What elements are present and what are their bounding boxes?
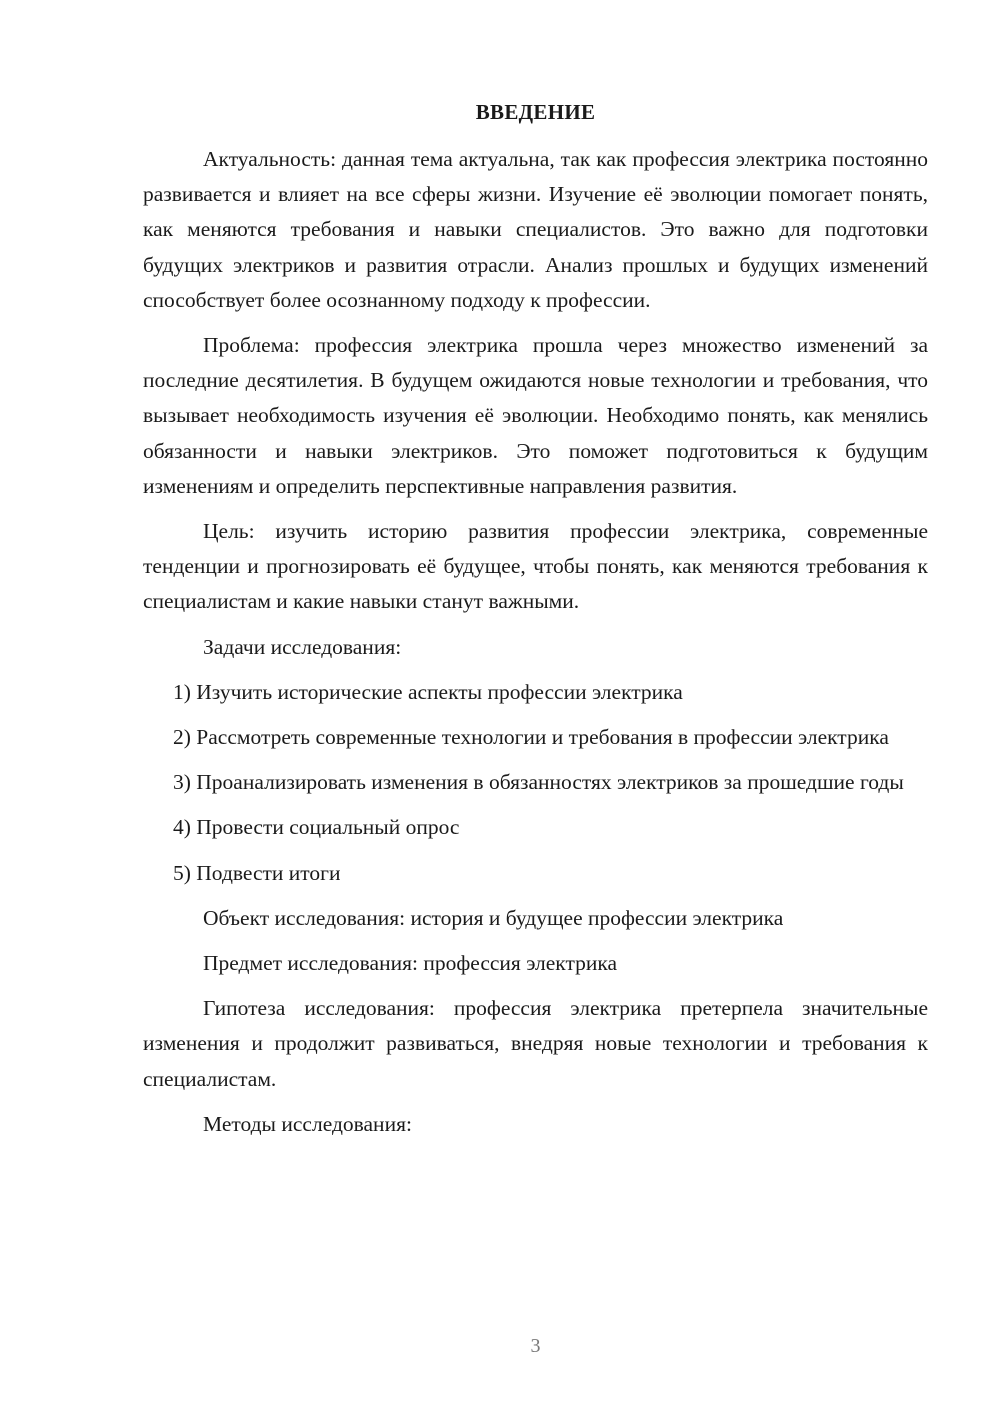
task-item: 5) Подвести итоги [173, 860, 341, 885]
object-paragraph: Объект исследования: история и будущее профессии электрика [203, 905, 784, 930]
task-item: 1) Изучить исторические аспекты профессии электрика [173, 679, 683, 704]
document-page [143, 0, 928, 1414]
relevance-paragraph: Актуальность: данная тема актуальна, так как профессия электрика постоянно развивается и влияет на все сферы жизни. Изучение её эволюции помогает понять, как меняются требования и навыки специалистов. Это важно для подготовки будущих электриков и развития отрасли. Анализ прошлых и будущих изменений способствует более осознанному подходу к профессии. [143, 147, 928, 312]
methods-heading: Методы исследования: [203, 1111, 412, 1136]
page-number: 3 [530, 1335, 541, 1357]
task-item: 3) Проанализировать изменения в обязанностях электриков за прошедшие годы [173, 770, 904, 795]
document-body [143, 142, 928, 1152]
goal-paragraph: Цель: изучить историю развития профессии электрика, современные тенденции и прогнозировать её будущее, чтобы понять, как меняются требования к специалистам и какие навыки станут важными. [143, 519, 928, 614]
tasks-heading: Задачи исследования: [203, 634, 402, 659]
task-item: 4) Провести социальный опрос [173, 815, 460, 840]
task-item: 2) Рассмотреть современные технологии и требования в профессии электрика [173, 725, 889, 750]
subject-paragraph: Предмет исследования: профессия электрика [203, 951, 618, 976]
hypothesis-paragraph: Гипотеза исследования: профессия электрика претерпела значительные изменения и продолжит развиваться, внедряя новые технологии и требования к специалистам. [143, 996, 928, 1091]
document-title: ВВЕДЕНИЕ [475, 100, 596, 124]
problem-paragraph: Проблема: профессия электрика прошла через множество изменений за последние десятилетия. В будущем ожидаются новые технологии и требования, что вызывает необходимость изучения её эволюции. Необходимо понять, как менялись обязанности и навыки электриков. Это поможет подготовиться к будущим изменениям и определить перспективные направления развития. [143, 333, 928, 498]
